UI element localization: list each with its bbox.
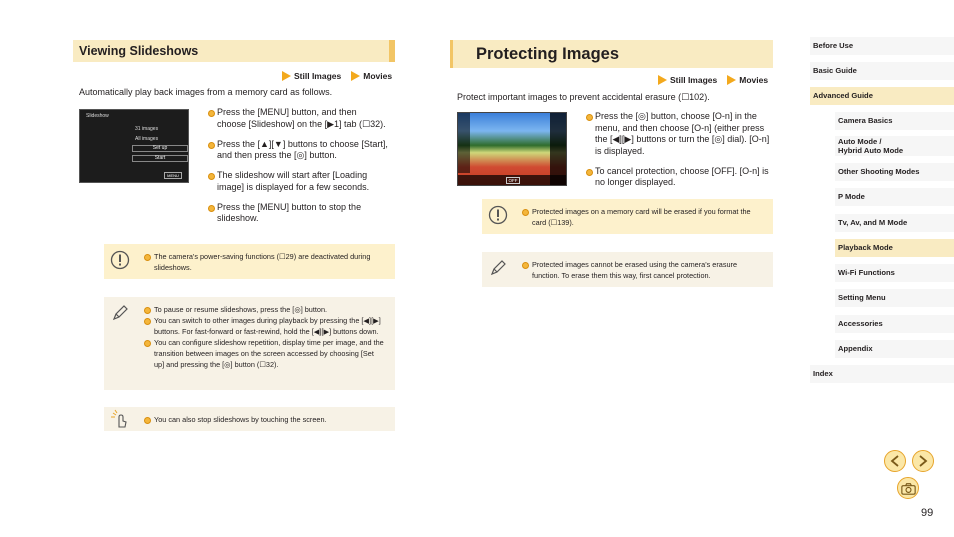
nav-camera-basics[interactable]: Camera Basics (835, 112, 954, 130)
caution-text: The camera's power-saving functions (☐29) are deactivated during slideshows. (144, 251, 385, 273)
mode-label: Still Images (670, 75, 718, 85)
step: Press the [MENU] button, and then choose [Slideshow] on the [▶1] tab (☐32). (208, 107, 388, 130)
note-text: To pause or resume slideshows, press the [◎] button. (144, 304, 385, 315)
pencil-icon (488, 258, 508, 278)
nav-index[interactable]: Index (810, 365, 954, 383)
slideshow-screen-image (79, 109, 189, 183)
step: Press the [◎] button, choose [O‑n] in the menu, and then choose [O‑n] (either press the [◀][▶] buttons or turn the [◎] dial). [O‑n] is displayed. (586, 111, 770, 157)
step: To cancel protection, choose [OFF]. [O‑n] is no longer displayed. (586, 166, 770, 189)
slideshow-intro: Automatically play back images from a memory card as follows. (79, 87, 333, 97)
nav-other-shooting-modes[interactable]: Other Shooting Modes (835, 163, 954, 181)
movies-icon (351, 71, 360, 81)
nav-before-use[interactable]: Before Use (810, 37, 954, 55)
pencil-icon (110, 303, 130, 323)
section-heading-protecting: Protecting Images (450, 40, 773, 68)
protect-steps (586, 111, 770, 197)
caution-box-slideshow (104, 244, 395, 279)
nav-auto-mode[interactable]: Auto Mode / Hybrid Auto Mode (835, 136, 954, 156)
mode-label: Movies (739, 75, 769, 85)
screen-title: Slideshow (86, 113, 109, 119)
slideshow-steps (208, 107, 388, 233)
caution-icon (110, 250, 130, 270)
page-number: 99 (921, 507, 934, 519)
step: The slideshow will start after [Loading image] is displayed for a few seconds. (208, 170, 388, 193)
caution-icon (488, 205, 508, 225)
movies-icon (727, 75, 736, 85)
screen-start: Start (132, 155, 188, 162)
screen-menu: MENU (164, 172, 182, 179)
section-heading-slideshows: Viewing Slideshows (73, 40, 395, 62)
note-box-slideshow (104, 297, 395, 390)
nav-setting-menu[interactable]: Setting Menu (835, 289, 954, 307)
caution-box-protect (482, 199, 773, 234)
step: Press the [MENU] button to stop the slideshow. (208, 202, 388, 225)
arrow-left-icon (890, 455, 900, 467)
protect-screen-image (457, 112, 567, 186)
touch-icon (110, 409, 130, 429)
mode-indicators (658, 75, 768, 85)
next-page-button[interactable] (912, 450, 934, 472)
still-images-icon (282, 71, 291, 81)
nav-tv-av-m-mode[interactable]: Tv, Av, and M Mode (835, 214, 954, 232)
touch-text: You can also stop slideshows by touching the screen. (144, 414, 385, 425)
still-images-icon (658, 75, 667, 85)
mode-label: Movies (363, 71, 393, 81)
arrow-right-icon (918, 455, 928, 467)
prev-page-button[interactable] (884, 450, 906, 472)
step: Press the [▲][▼] buttons to choose [Start], and then press the [◎] button. (208, 139, 388, 162)
nav-p-mode[interactable]: P Mode (835, 188, 954, 206)
nav-accessories[interactable]: Accessories (835, 315, 954, 333)
screen-setup: Set up (132, 145, 188, 152)
nav-appendix[interactable]: Appendix (835, 340, 954, 358)
nav-advanced-guide[interactable]: Advanced Guide (810, 87, 954, 105)
note-text: Protected images cannot be erased using the camera's erasure function. To erase them this way, first cancel protection. (522, 259, 763, 281)
screen-count: 31 images (135, 126, 159, 132)
nav-playback-mode[interactable]: Playback Mode (835, 239, 954, 257)
nav-wifi-functions[interactable]: Wi-Fi Functions (835, 264, 954, 282)
mode-indicators (282, 71, 392, 81)
note-text: You can configure slideshow repetition, display time per image, and the transition between images on the screen accessed by choosing [Set up] and pressing the [◎] button (☐32). (144, 337, 385, 370)
screen-all: All images (135, 136, 159, 142)
caution-text: Protected images on a memory card will be erased if you format the card (☐139). (522, 206, 763, 228)
protect-intro: Protect important images to prevent accidental erasure (☐102). (457, 92, 710, 102)
home-button[interactable] (897, 477, 919, 499)
nav-basic-guide[interactable]: Basic Guide (810, 62, 954, 80)
note-text: You can switch to other images during playback by pressing the [◀][▶] buttons. For fast-forward or fast-rewind, hold the [◀][▶] buttons down. (144, 315, 385, 337)
touch-box (104, 407, 395, 431)
mode-label: Still Images (294, 71, 342, 81)
off-label: OFF (506, 177, 520, 184)
note-box-protect (482, 252, 773, 287)
camera-home-icon (899, 479, 918, 498)
